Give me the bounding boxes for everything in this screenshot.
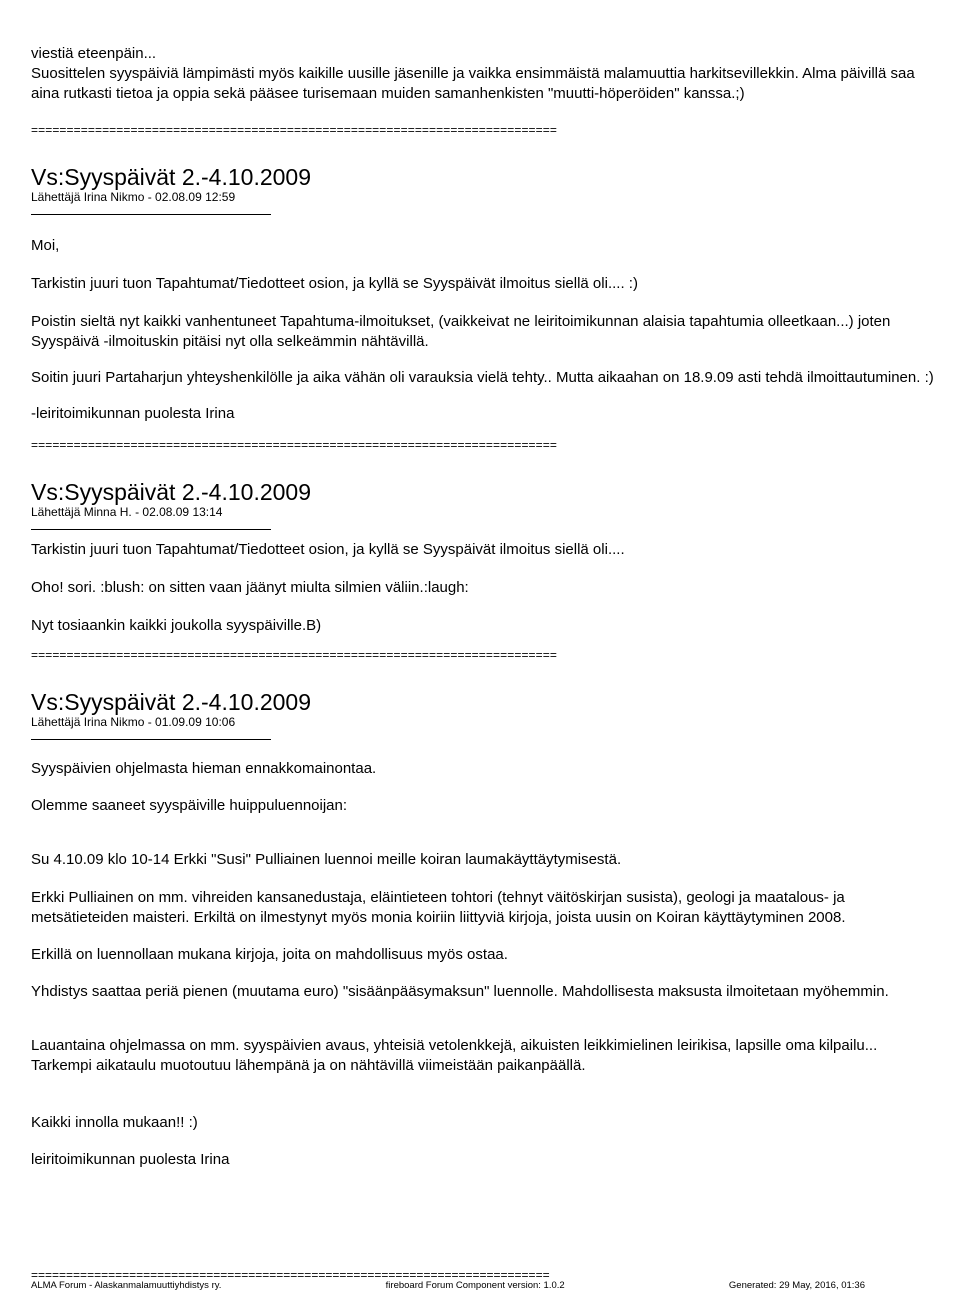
post-title: Vs:Syyspäivät 2.-4.10.2009 [31,479,311,505]
post-meta: Lähettäjä Irina Nikmo - 02.08.09 12:59 [31,190,236,204]
footer-generated-date: Generated: 29 May, 2016, 01:36 [728,1280,865,1291]
post-meta: Lähettäjä Minna H. - 02.08.09 13:14 [31,505,223,519]
post-paragraph: Kaikki innolla mukaan!! :) [31,1114,198,1131]
forum-print-page [31,44,960,1170]
post-2 [31,479,960,636]
post-paragraph: Tarkistin juuri tuon Tapahtumat/Tiedotteet osion, ja kyllä se Syyspäivät ilmoitus siellä oli.... :) [31,275,638,292]
footer-component-version: fireboard Forum Component version: 1.0.2 [385,1280,565,1291]
footer-site-name: ALMA Forum - Alaskanmalamuuttiyhdistys ry. [31,1280,222,1291]
post-paragraph: Moi, [31,237,60,254]
post-paragraph: Lauantaina ohjelmassa on mm. syyspäivien avaus, yhteisiä vetolenkkejä, aikuisten leikkimielinen leirikisa, lapsille oma kilpailu... Tarkempi aikataulu muotoutuu lähempänä ja on nähtävillä viimeistään paikanpäällä. [31,1037,878,1074]
post-paragraph: Nyt tosiaankin kaikki joukolla syyspäiville.B) [31,617,322,634]
post-paragraph: Syyspäivien ohjelmasta hieman ennakkomainontaa. [31,760,377,777]
post-meta: Lähettäjä Irina Nikmo - 01.09.09 10:06 [31,715,236,729]
separator: ========================================================================== [31,123,557,137]
meta-divider [31,529,271,530]
post-paragraph: leiritoimikunnan puolesta Irina [31,1151,230,1168]
post-paragraph: Olemme saaneet syyspäiville huippuluennoijan: [31,797,348,814]
post-paragraph: Erkki Pulliainen on mm. vihreiden kansanedustaja, eläintieteen tohtori (tehnyt väitöskirjan susista), geologi ja maatalous- ja metsätieteiden maisteri. Erkiltä on ilmestynyt myös monia koiriin liittyviä kirjoja, joista uusin on Koiran käyttäytyminen 2008. [31,889,846,926]
intro-text [31,44,960,104]
intro-line-1: viestiä eteenpäin... [31,45,157,62]
post-paragraph: Yhdistys saattaa periä pienen (muutama euro) "sisäänpääsymaksun" luennolle. Mahdollisesta maksusta ilmoitetaan myöhemmin. [31,983,889,1000]
intro-line-2: Suosittelen syyspäiviä lämpimästi myös kaikille uusille jäsenille ja vaikka ensimmäistä malamuuttia harkitsevillekkin. Alma päivillä saa [31,65,915,82]
intro-line-3: aina rutkasti tietoa ja oppia sekä pääsee turisemaan muiden samanhenkisten "muutti-höperöiden" kanssa.;) [31,85,745,102]
post-3 [31,689,960,1170]
post-paragraph: Tarkistin juuri tuon Tapahtumat/Tiedotteet osion, ja kyllä se Syyspäivät ilmoitus siellä oli.... [31,541,625,558]
separator: ========================================================================== [31,648,557,662]
footer-row [31,1280,865,1292]
meta-divider [31,214,271,215]
meta-divider [31,739,271,740]
post-paragraph: Poistin sieltä nyt kaikki vanhentuneet Tapahtuma-ilmoitukset, (vaikkeivat ne leiritoimikunnan alaisia tapahtumia olleetkaan...) joten Syyspäivä -ilmoituskin pitäisi nyt olla selkeämmin nähtävillä. [31,313,891,350]
page-footer [31,1270,960,1292]
post-1 [31,164,960,424]
footer-separator: ========================================================================== [31,1268,550,1282]
post-title: Vs:Syyspäivät 2.-4.10.2009 [31,689,311,715]
post-paragraph: -leiritoimikunnan puolesta Irina [31,405,235,422]
separator: ========================================================================== [31,438,557,452]
post-title: Vs:Syyspäivät 2.-4.10.2009 [31,164,311,190]
post-paragraph: Soitin juuri Partaharjun yhteyshenkilölle ja aika vähän oli varauksia vielä tehty.. Mutta aikaahan on 18.9.09 asti tehdä ilmoittautuminen. :) [31,369,934,386]
post-paragraph: Su 4.10.09 klo 10-14 Erkki "Susi" Pulliainen luennoi meille koiran laumakäyttäytymisestä. [31,851,622,868]
post-paragraph: Erkillä on luennollaan mukana kirjoja, joita on mahdollisuus myös ostaa. [31,946,508,963]
post-paragraph: Oho! sori. :blush: on sitten vaan jäänyt miulta silmien väliin.:laugh: [31,579,469,596]
